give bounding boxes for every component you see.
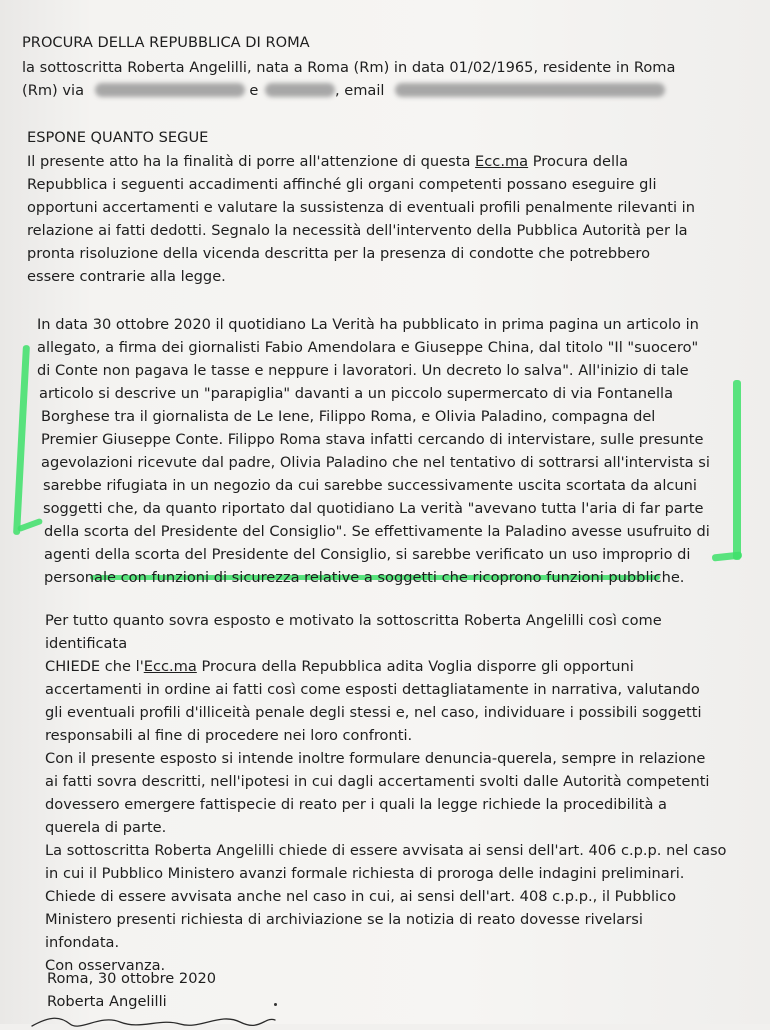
p2-line-3: di Conte non pagava le tasse e neppure i lavoratori. Un decreto lo salva". All'inizio di tale (37, 362, 689, 379)
closing-place-date: Roma, 30 ottobre 2020 (47, 970, 217, 987)
p3-line-4: accertamenti in ordine ai fatti così come esposti dettagliatamente in narrativa, valutando (45, 681, 700, 698)
office-heading: PROCURA DELLA REPUBBLICA DI ROMA (22, 34, 310, 51)
eccma-abbrev: Ecc.ma (475, 153, 529, 170)
highlighter-mark-left (13, 345, 30, 535)
intro-line-1: la sottoscritta Roberta Angelilli, nata a Roma (Rm) in data 01/02/1965, residente in Roma (22, 59, 676, 76)
p2-line-5: Borghese tra il giornalista de Le Iene, Filippo Roma, e Olivia Paladino, compagna del (41, 408, 656, 425)
intro-line-2 (22, 80, 665, 102)
intro-number-label: e (249, 82, 259, 99)
p2-line-4: articolo si descrive un "parapiglia" davanti a un piccolo supermercato di via Fontanella (39, 385, 674, 402)
handwritten-signature (30, 1010, 280, 1030)
redacted-email (395, 83, 665, 97)
p3-line-6: responsabili al fine di procedere nei loro confronti. (45, 727, 413, 744)
p3-line-10: querela di parte. (45, 819, 167, 836)
p2-line-11: agenti della scorta del Presidente del Consiglio, si sarebbe verificato un uso improprio di (44, 546, 691, 563)
p3-line-9: dovessero emergere fattispecie di reato per i quali la legge richiede la procedibilità a (45, 796, 668, 813)
p2-line-12: personale con funzioni di sicurezza relative a soggetti che ricoprono funzioni pubbliche. (44, 569, 685, 586)
p1-line-6: essere contrarie alla legge. (27, 268, 226, 285)
p2-line-8: sarebbe rifugiata in un negozio da cui sarebbe successivamente uscita scortata da alcuni (43, 477, 697, 494)
p1-line-3: opportuni accertamenti e valutare la sussistenza di eventuali profili penalmente rilevanti in (27, 199, 695, 216)
p2-line-1: In data 30 ottobre 2020 il quotidiano La Verità ha pubblicato in prima pagina un articolo in (37, 316, 699, 333)
p2-line-9: soggetti che, da quanto riportato dal quotidiano La verità "avevano tutta l'aria di far parte (43, 500, 704, 517)
p3-line-13: Chiede di essere avvisata anche nel caso in cui, ai sensi dell'art. 408 c.p.p., il Pubblico (45, 888, 677, 905)
intro-via-label: (Rm) via (22, 82, 85, 99)
p1-line-2: Repubblica i seguenti accadimenti affinché gli organi competenti possano eseguire gli (27, 176, 657, 193)
p3-line-16: Con osservanza. (45, 957, 166, 974)
p3-line-5: gli eventuali profili d'illiceità penale degli stessi e, nel caso, individuare i possibili soggetti (45, 704, 702, 721)
p1-line-4: relazione ai fatti dedotti. Segnalo la necessità dell'intervento della Pubblica Autorità per la (27, 222, 688, 239)
p3-line-14: Ministero presenti richiesta di archiviazione se la notizia di reato dovesse rivelarsi (45, 911, 643, 928)
redacted-number (265, 83, 335, 97)
redacted-address (95, 83, 245, 97)
p2-line-10: della scorta del Presidente del Consiglio". Se effettivamente la Paladino avesse usufruito di (44, 523, 710, 540)
p3-line-7: Con il presente esposto si intende inoltre formulare denuncia-querela, sempre in relazione (45, 750, 706, 767)
highlighter-mark-right (733, 380, 741, 560)
eccma-abbrev-2: Ecc.ma (143, 658, 197, 675)
p3-line-8: ai fatti sovra descritti, nell'ipotesi in cui dagli accertamenti svolti dalle Autorità competenti (45, 773, 710, 790)
p2-line-7: agevolazioni ricevute dal padre, Olivia Paladino che nel tentativo di sottrarsi all'intervista si (41, 454, 710, 471)
closing-signer: Roberta Angelilli (47, 993, 167, 1010)
p1-line-5: pronta risoluzione della vicenda descritta per la presenza di condotte che potrebbero (27, 245, 650, 262)
p2-line-2: allegato, a firma dei giornalisti Fabio Amendolara e Giuseppe China, dal titolo "Il "suocero" (37, 339, 699, 356)
p3-line-11: La sottoscritta Roberta Angelilli chiede di essere avvisata ai sensi dell'art. 406 c.p.p. nel caso (45, 842, 727, 859)
p3-line-1: Per tutto quanto sovra esposto e motivato la sottoscritta Roberta Angelilli così come (45, 612, 662, 629)
highlighter-mark-right-tail (712, 551, 743, 561)
ink-dot (274, 1003, 277, 1006)
section-title: ESPONE QUANTO SEGUE (27, 129, 209, 146)
intro-email-label: , email (334, 82, 385, 99)
p3-line-2: identificata (45, 635, 128, 652)
p2-line-6: Premier Giuseppe Conte. Filippo Roma stava infatti cercando di intervistare, sulle presunte (41, 431, 704, 448)
p3-line-15: infondata. (45, 934, 120, 951)
p3-line-12: in cui il Pubblico Ministero avanzi formale richiesta di proroga delle indagini preliminari. (45, 865, 685, 882)
p1-line-1: Il presente atto ha la finalità di porre all'attenzione di questa Ecc.ma Procura della (27, 153, 629, 170)
p3-line-3: CHIEDE che l'Ecc.ma Procura della Repubblica adita Voglia disporre gli opportuni (45, 658, 634, 675)
